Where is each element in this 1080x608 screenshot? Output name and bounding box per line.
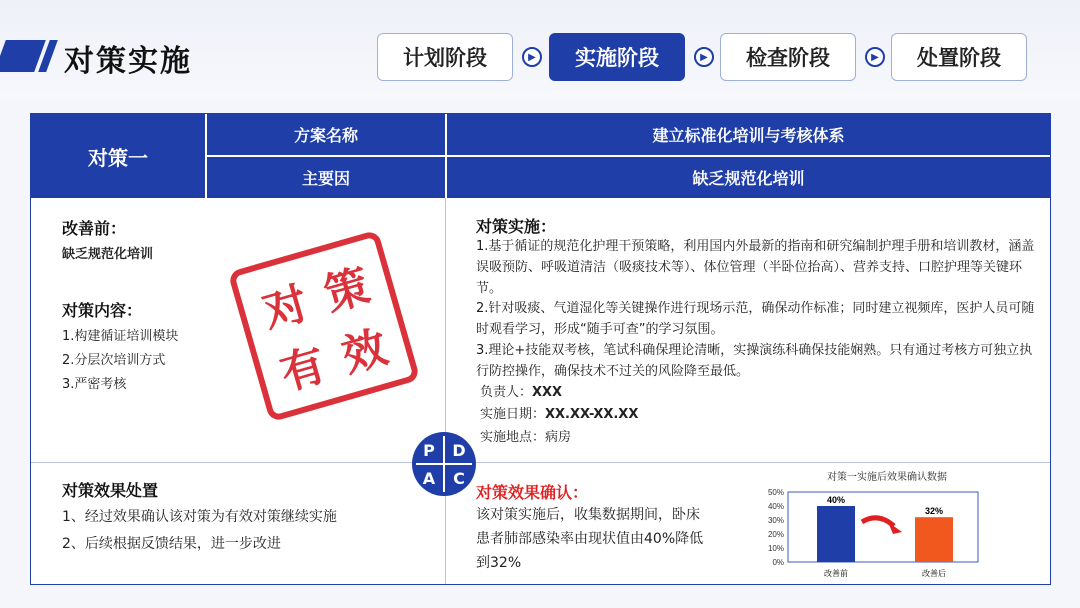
effect-confirm-text: 该对策实施后，收集数据期间，卧床患者肺部感染率由现状值由40%降低到32% [476, 507, 704, 571]
effect-bar-chart [752, 470, 982, 580]
pdca-divider [443, 436, 445, 492]
chart-bar [915, 517, 953, 562]
stamp-char: 效 [336, 321, 393, 383]
x-category-label: 改善前 [824, 569, 848, 578]
pdca-c: C [453, 468, 465, 488]
disposal-title: 对策效果处置 [62, 481, 159, 500]
date-row [480, 404, 638, 426]
chart-title: 对策一实施后效果确认数据 [827, 472, 947, 483]
implementation-item: 3.理论+技能双考核，笔试科确保理论清晰，实操演练科确保技能娴熟。只有通过考核方可独立执行防控操作，确保技术不过关的风险降至最低。 [476, 343, 1033, 379]
implementation-item: 2.针对吸痰、气道湿化等关键操作进行现场示范，确保动作标准；同时建立视频库，医护人员可随时观看学习，形成“随手可查”的学习氛围。 [476, 301, 1035, 337]
tab-implement-stage[interactable]: 实施阶段 [549, 33, 685, 81]
col-label-plan-name: 方案名称 [207, 114, 445, 155]
before-title: 改善前： [62, 219, 127, 238]
implementation-item: 1.基于循证的规范化护理干预策略，利用国内外最新的指南和研究编制护理手册和培训教材，涵盖误吸预防、呼吸道清洁（吸痰技术等）、体位管理（半卧位抬高）、营养支持、口腔护理等关键环节。 [476, 239, 1035, 296]
content-item: 2.分层次培训方式 [62, 353, 166, 368]
pdca-p: P [423, 440, 435, 460]
stamp-char: 有 [275, 339, 332, 401]
chart-bar [817, 506, 855, 562]
column-divider [445, 198, 446, 584]
owner-row [480, 382, 562, 404]
content-item: 3.严密考核 [62, 377, 127, 392]
col-label-main-cause: 主要因 [207, 157, 445, 198]
y-tick-label: 10% [767, 544, 784, 553]
x-category-label: 改善后 [922, 569, 946, 578]
chevron-right-icon: ▶ [522, 47, 542, 67]
place-label: 实施地点： [480, 430, 546, 445]
y-tick-label: 50% [767, 488, 784, 497]
y-tick-label: 20% [767, 530, 784, 539]
page-title: 对策实施 [64, 44, 192, 79]
stamp-char: 对 [257, 277, 314, 339]
content-title: 对策内容： [62, 301, 143, 320]
y-tick-label: 0% [772, 558, 784, 567]
disposal-item: 2、后续根据反馈结果，进一步改进 [62, 536, 281, 552]
owner-value: XXX [532, 385, 563, 400]
place-row [480, 427, 571, 449]
implementation-title: 对策实施： [476, 217, 557, 236]
content-item: 1.构建循证培训模块 [62, 329, 179, 344]
date-label: 实施日期： [480, 407, 546, 422]
before-text: 缺乏规范化培训 [62, 247, 154, 262]
effect-confirm-title: 对策效果确认： [476, 483, 589, 502]
stamp-char: 策 [319, 260, 376, 322]
date-value: XX.XX-XX.XX [545, 407, 639, 422]
pdca-d: D [452, 440, 466, 460]
tab-act-stage[interactable]: 处置阶段 [891, 33, 1027, 81]
bar-value-label: 40% [826, 495, 846, 505]
tab-plan-stage[interactable]: 计划阶段 [377, 33, 513, 81]
chevron-right-icon: ▶ [694, 47, 714, 67]
owner-label: 负责人： [480, 385, 533, 400]
place-value: 病房 [545, 430, 572, 445]
pdca-circle-icon [412, 432, 476, 496]
chevron-right-icon: ▶ [865, 47, 885, 67]
tab-check-stage[interactable]: 检查阶段 [720, 33, 856, 81]
bar-value-label: 32% [924, 506, 944, 517]
y-tick-label: 40% [767, 502, 784, 511]
disposal-item: 1、经过效果确认该对策为有效对策继续实施 [62, 509, 337, 525]
row-divider [31, 462, 1050, 463]
plan-name-value: 建立标准化培训与考核体系 [447, 114, 1050, 155]
row-label: 对策一 [31, 114, 205, 198]
y-tick-label: 30% [767, 516, 784, 525]
pdca-a: A [422, 468, 436, 488]
main-cause-value: 缺乏规范化培训 [447, 157, 1050, 198]
